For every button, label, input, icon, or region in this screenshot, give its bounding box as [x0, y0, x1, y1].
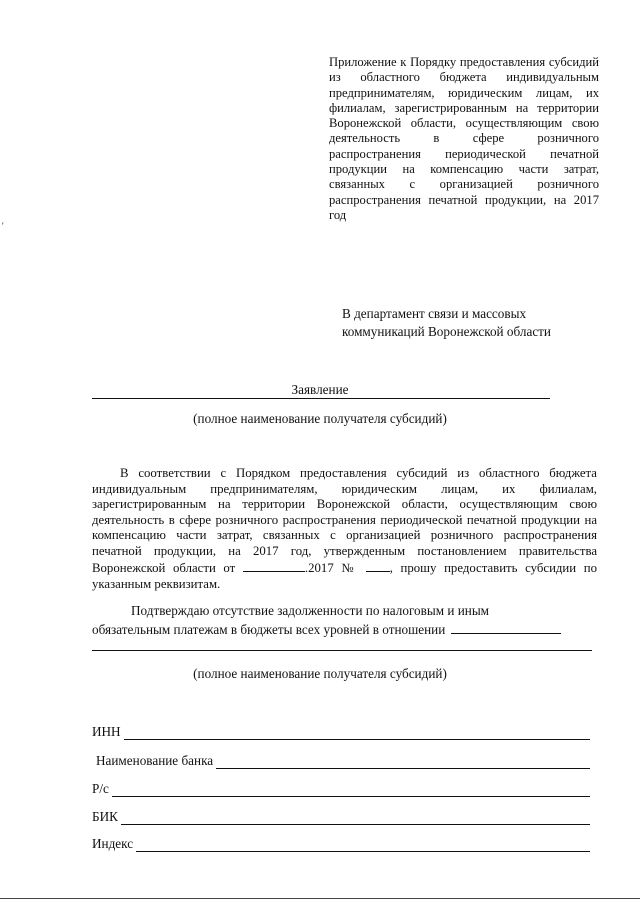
scan-mark: ' — [2, 221, 4, 231]
resolution-number-blank[interactable] — [366, 559, 390, 572]
confirmation-line-1: Подтверждаю отсутствие задолженности по налоговым и иным — [131, 603, 490, 618]
bank-field — [96, 751, 590, 769]
addressee-block: В департамент связи и массовых коммуникаций Воронежской области — [342, 306, 551, 339]
request-text-part3: , прошу предоставить субсидии по указанным реквизитам. — [92, 561, 598, 591]
account-field — [92, 779, 590, 797]
bik-input-line[interactable] — [121, 812, 590, 825]
account-input-line[interactable] — [112, 784, 590, 797]
request-text-part1: В соответствии с Порядком предоставления субсидий из областного бюджета индивидуальным предпринимателям, юридическим лицам, их филиалам, зарегистрированным на территории Воронежской области, осуществляющим свою деятельность в сфере розничного распространения периодической печатной продукции на компенсацию части затрат, связанных с организацией розничного распространения печатной продукции, на 2017 год, утвержденным постановлением правительства Воронежской области от — [92, 466, 597, 575]
recipient-caption-1: (полное наименование получателя субсидий) — [193, 411, 447, 426]
recipient-name-line[interactable] — [92, 650, 592, 651]
recipient-fill-blank[interactable] — [451, 621, 561, 634]
confirmation-line-2 — [92, 621, 592, 638]
bik-label: БИК — [92, 809, 118, 824]
confirmation-line-2-text: обязательным платежам в бюджеты всех уровней в отношении — [92, 622, 446, 637]
inn-label: ИНН — [92, 724, 121, 739]
inn-input-line[interactable] — [124, 727, 590, 740]
appendix-note: Приложение к Порядку предоставления субсидий из областного бюджета индивидуальным предпринимателям, юридическим лицам, их филиалам, зарегистрированным на территории Воронежской области, осуществляющим свою деятельность в сфере розничного распространения периодической печатной продукции на компенсацию части затрат, связанных с организацией розничного распространения печатной продукции, на 2017 год — [329, 55, 599, 222]
recipient-caption-2: (полное наименование получателя субсидий) — [193, 666, 447, 681]
index-input-line[interactable] — [136, 839, 590, 852]
bik-field — [92, 807, 590, 825]
document-title: Заявление — [291, 382, 349, 397]
page-bottom-edge — [0, 898, 640, 899]
request-paragraph — [92, 466, 597, 592]
index-field — [92, 834, 590, 852]
resolution-date-blank[interactable] — [243, 559, 305, 572]
account-label: Р/с — [92, 781, 109, 796]
bank-input-line[interactable] — [216, 756, 590, 769]
request-text-part2: .2017 № — [304, 561, 359, 575]
index-label: Индекс — [92, 836, 134, 851]
bank-label: Наименование банка — [96, 753, 214, 768]
inn-field — [92, 722, 590, 740]
